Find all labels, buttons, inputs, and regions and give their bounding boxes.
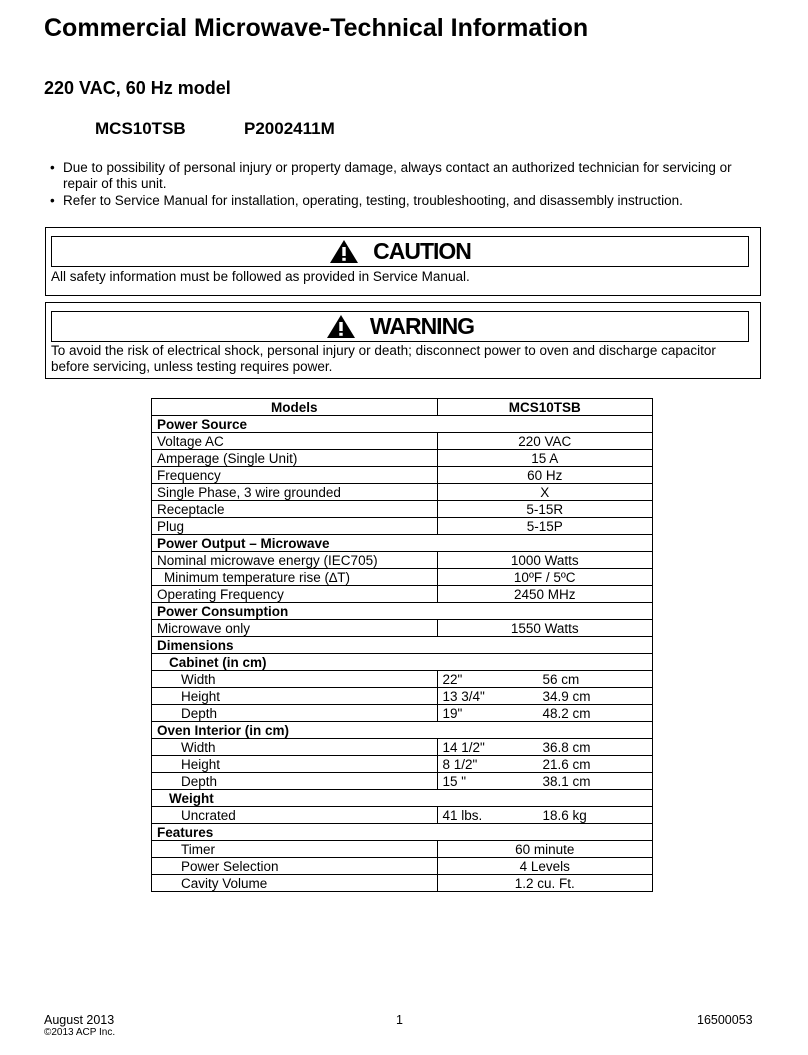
row-value: 10ºF / 5ºC — [437, 569, 653, 586]
row-value: 1550 Watts — [437, 620, 653, 637]
inches-value: 8 1/2" — [442, 756, 478, 772]
row-label: Cavity Volume — [152, 875, 438, 892]
cm-value: 48.2 cm — [542, 705, 591, 721]
table-row — [152, 552, 653, 569]
inches-value: 14 1/2" — [442, 739, 485, 755]
table-row — [152, 586, 653, 603]
row-label: Operating Frequency — [152, 586, 438, 603]
section-heading: Power Output – Microwave — [152, 535, 438, 552]
footer-date: August 2013 — [44, 1013, 115, 1027]
table-row — [152, 450, 653, 467]
row-label: Nominal microwave energy (IEC705) — [152, 552, 438, 569]
table-row — [152, 518, 653, 535]
subsection-row — [152, 654, 653, 671]
row-label: Receptacle — [152, 501, 438, 518]
inches-value: 13 3/4" — [442, 688, 485, 704]
row-label: Uncrated — [152, 807, 438, 824]
cm-value: 21.6 cm — [542, 756, 591, 772]
row-value: 60 Hz — [437, 467, 653, 484]
row-label: Plug — [152, 518, 438, 535]
column-header-models: Models — [152, 399, 438, 416]
row-value: X — [437, 484, 653, 501]
table-row — [152, 569, 653, 586]
weight-lbs-value: 41 lbs. — [442, 807, 483, 823]
list-item: • Due to possibility of personal injury or property damage, always contact an authorized technician for servicing or repair of this unit. — [46, 160, 766, 192]
model-voltage-subtitle: 220 VAC, 60 Hz model — [44, 78, 231, 98]
model-number: MCS10TSB — [95, 119, 186, 138]
row-value: 1000 Watts — [437, 552, 653, 569]
inches-value: 15 " — [442, 773, 467, 789]
row-label: Single Phase, 3 wire grounded — [152, 484, 438, 501]
inches-value: 19" — [442, 705, 463, 721]
column-header-model: MCS10TSB — [437, 399, 653, 416]
warning-triangle-icon — [326, 314, 356, 339]
caution-label: CAUTION — [373, 238, 471, 264]
row-value: 220 VAC — [437, 433, 653, 450]
warning-text: To avoid the risk of electrical shock, personal injury or death; disconnect power to oven and discharge capacitor before servicing, unless testing requires power. — [51, 343, 716, 374]
section-heading: Power Consumption — [152, 603, 438, 620]
subsection-heading: Weight — [152, 790, 438, 807]
footer-copyright: ©2013 ACP Inc. — [44, 1027, 116, 1038]
row-value: 60 minute — [437, 841, 653, 858]
section-row — [152, 637, 653, 654]
table-row — [152, 467, 653, 484]
section-heading: Power Source — [152, 416, 438, 433]
footer-doc-number: 16500053 — [697, 1013, 753, 1027]
spec-table — [151, 398, 653, 892]
row-label: Frequency — [152, 467, 438, 484]
footer-page-number: 1 — [396, 1013, 403, 1027]
table-row — [152, 807, 653, 824]
list-item: • Refer to Service Manual for installation, operating, testing, troubleshooting, and disassembly instruction. — [46, 193, 766, 209]
table-row — [152, 671, 653, 688]
table-row — [152, 756, 653, 773]
caution-text: All safety information must be followed as provided in Service Manual. — [51, 269, 470, 284]
section-row — [152, 603, 653, 620]
table-row — [152, 501, 653, 518]
table-row — [152, 858, 653, 875]
table-row — [152, 484, 653, 501]
table-row — [152, 688, 653, 705]
inches-value: 22" — [442, 671, 463, 687]
row-value: 4 Levels — [437, 858, 653, 875]
row-label: Width — [152, 671, 438, 688]
table-row — [152, 433, 653, 450]
section-heading: Dimensions — [152, 637, 438, 654]
row-value: 2450 MHz — [437, 586, 653, 603]
warning-box — [45, 302, 761, 379]
row-label: Depth — [152, 705, 438, 722]
warning-label: WARNING — [369, 313, 475, 339]
cm-value: 34.9 cm — [542, 688, 591, 704]
subsection-heading: Cabinet (in cm) — [152, 654, 438, 671]
row-value: 1.2 cu. Ft. — [437, 875, 653, 892]
table-row — [152, 773, 653, 790]
section-heading: Oven Interior (in cm) — [152, 722, 438, 739]
row-label: Depth — [152, 773, 438, 790]
row-label: Timer — [152, 841, 438, 858]
table-row — [152, 841, 653, 858]
row-label: Width — [152, 739, 438, 756]
table-row — [152, 739, 653, 756]
table-row — [152, 620, 653, 637]
cm-value: 56 cm — [542, 671, 580, 687]
section-row — [152, 416, 653, 433]
subsection-row — [152, 790, 653, 807]
page-title: Commercial Microwave-Technical Information — [44, 14, 589, 42]
row-label: Power Selection — [152, 858, 438, 875]
row-label: Height — [152, 688, 438, 705]
row-value: 15 A — [437, 450, 653, 467]
table-header-row — [152, 399, 653, 416]
warning-triangle-icon — [329, 239, 359, 264]
warning-banner — [51, 311, 749, 342]
cm-value: 36.8 cm — [542, 739, 591, 755]
row-label: Voltage AC — [152, 433, 438, 450]
row-value: 5-15R — [437, 501, 653, 518]
section-heading: Features — [152, 824, 438, 841]
row-label: Height — [152, 756, 438, 773]
table-row — [152, 875, 653, 892]
cm-value: 38.1 cm — [542, 773, 591, 789]
caution-banner — [51, 236, 749, 267]
section-row — [152, 535, 653, 552]
row-label: Amperage (Single Unit) — [152, 450, 438, 467]
part-number: P2002411M — [244, 119, 335, 138]
section-row — [152, 722, 653, 739]
row-value: 5-15P — [437, 518, 653, 535]
section-row — [152, 824, 653, 841]
weight-kg-value: 18.6 kg — [542, 807, 587, 823]
table-row — [152, 705, 653, 722]
row-label: Microwave only — [152, 620, 438, 637]
row-label: Minimum temperature rise (∆T) — [152, 569, 438, 586]
safety-bullet-list — [46, 160, 766, 210]
caution-box — [45, 227, 761, 296]
